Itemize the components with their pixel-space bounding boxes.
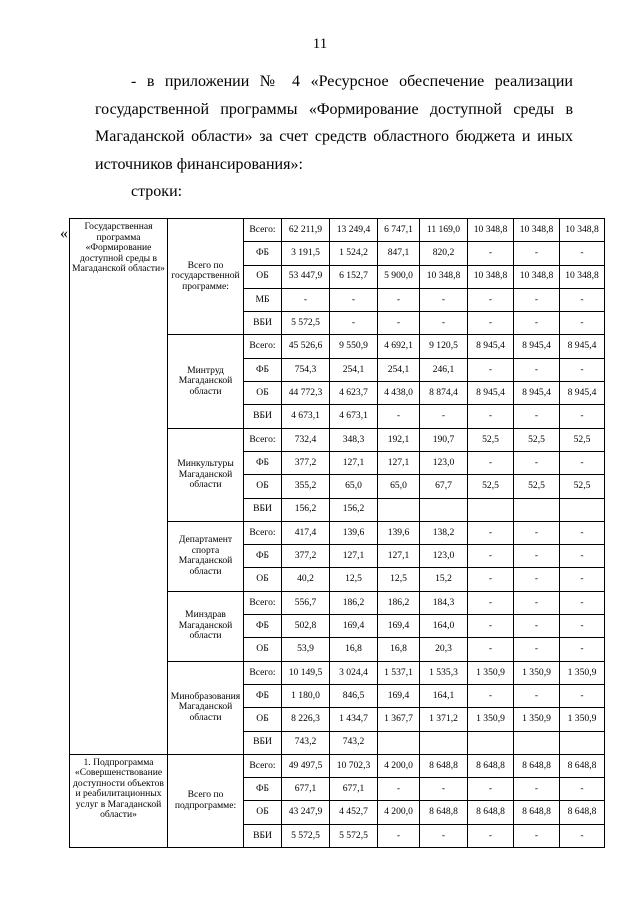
value-cell: - [560, 288, 605, 311]
value-cell: 138,2 [420, 521, 468, 544]
value-cell: - [560, 521, 605, 544]
value-cell: - [330, 312, 378, 335]
value-cell: 4 623,7 [330, 382, 378, 405]
funding-source: ВБИ [244, 312, 282, 335]
value-cell: - [420, 824, 468, 847]
value-cell: 40,2 [282, 568, 330, 591]
value-cell [420, 498, 468, 521]
subprogram-title: 1. Подпрограмма «Совершенствование доступности объектов и реабилитационных услуг в Магаданской области» [70, 754, 168, 847]
value-cell: 10 702,3 [330, 754, 378, 777]
value-cell: 52,5 [514, 428, 560, 451]
value-cell: 5 572,5 [282, 824, 330, 847]
value-cell: 3 191,5 [282, 242, 330, 265]
value-cell: - [378, 405, 420, 428]
value-cell: 1 350,9 [560, 661, 605, 684]
value-cell: 44 772,3 [282, 382, 330, 405]
value-cell: - [330, 288, 378, 311]
value-cell: - [560, 242, 605, 265]
value-cell: 5 900,0 [378, 265, 420, 288]
value-cell: 8 874,4 [420, 382, 468, 405]
value-cell: 732,4 [282, 428, 330, 451]
value-cell: - [560, 615, 605, 638]
value-cell: 1 524,2 [330, 242, 378, 265]
value-cell: 127,1 [330, 451, 378, 474]
value-cell: 1 350,9 [514, 661, 560, 684]
value-cell: - [514, 405, 560, 428]
value-cell: - [468, 242, 514, 265]
intro-line: источников финансирования»: [95, 155, 303, 173]
value-cell: 1 180,0 [282, 684, 330, 707]
value-cell: - [560, 778, 605, 801]
value-cell: 8 945,4 [560, 335, 605, 358]
value-cell: 53 447,9 [282, 265, 330, 288]
intro-line: государственной программы «Формирование доступной среды в [95, 100, 573, 118]
value-cell: 65,0 [378, 475, 420, 498]
value-cell: 4 438,0 [378, 382, 420, 405]
intro-line: - в приложении № 4 «Ресурсное обеспечение реализации [131, 73, 573, 90]
value-cell: - [514, 288, 560, 311]
value-cell: 62 211,9 [282, 219, 330, 242]
value-cell: 123,0 [420, 451, 468, 474]
value-cell: - [560, 545, 605, 568]
funding-source: ФБ [244, 451, 282, 474]
value-cell: 6 152,7 [330, 265, 378, 288]
value-cell: 820,2 [420, 242, 468, 265]
value-cell: - [468, 451, 514, 474]
funding-source: Всего: [244, 335, 282, 358]
value-cell: 8 648,8 [468, 801, 514, 824]
rows-label: строки: [131, 183, 183, 200]
executor-name: Всего по подпрограмме: [168, 754, 244, 847]
resource-table [69, 218, 605, 848]
value-cell [468, 498, 514, 521]
value-cell: - [514, 684, 560, 707]
executor-name: Всего по государственной программе: [168, 219, 244, 335]
value-cell: 377,2 [282, 545, 330, 568]
value-cell: - [468, 591, 514, 614]
value-cell: - [378, 778, 420, 801]
value-cell: 10 348,8 [420, 265, 468, 288]
value-cell: 8 945,4 [468, 335, 514, 358]
value-cell: 10 348,8 [514, 219, 560, 242]
value-cell: 127,1 [378, 451, 420, 474]
value-cell: 156,2 [282, 498, 330, 521]
value-cell: 8 945,4 [468, 382, 514, 405]
value-cell: 52,5 [514, 475, 560, 498]
value-cell [514, 731, 560, 754]
page-number: 11 [312, 36, 328, 52]
intro-line: Магаданской области» за счет средств областного бюджета и иных [95, 128, 573, 145]
value-cell: 847,1 [378, 242, 420, 265]
value-cell: 254,1 [378, 358, 420, 381]
funding-source: ВБИ [244, 498, 282, 521]
value-cell: 10 149,5 [282, 661, 330, 684]
value-cell: 186,2 [378, 591, 420, 614]
value-cell: 1 537,1 [378, 661, 420, 684]
value-cell: - [514, 521, 560, 544]
value-cell: 8 945,4 [514, 335, 560, 358]
value-cell: 15,2 [420, 568, 468, 591]
value-cell: 8 226,3 [282, 708, 330, 731]
value-cell: 53,9 [282, 638, 330, 661]
funding-source: ВБИ [244, 731, 282, 754]
program-title: Государственная программа «Формирование доступной среды в Магаданской области» [70, 219, 168, 755]
value-cell: - [468, 568, 514, 591]
value-cell: 45 526,6 [282, 335, 330, 358]
value-cell: 1 350,9 [468, 661, 514, 684]
value-cell: - [514, 451, 560, 474]
funding-source: МБ [244, 288, 282, 311]
value-cell: 8 648,8 [514, 754, 560, 777]
value-cell: 139,6 [330, 521, 378, 544]
value-cell: 743,2 [282, 731, 330, 754]
value-cell: 169,4 [378, 684, 420, 707]
value-cell [560, 731, 605, 754]
executor-name: Минкультуры Магаданской области [168, 428, 244, 521]
value-cell: 127,1 [330, 545, 378, 568]
value-cell: 754,3 [282, 358, 330, 381]
value-cell: 502,8 [282, 615, 330, 638]
value-cell: 52,5 [468, 475, 514, 498]
value-cell: - [468, 521, 514, 544]
value-cell: - [560, 568, 605, 591]
value-cell: - [468, 684, 514, 707]
value-cell: 355,2 [282, 475, 330, 498]
value-cell: - [560, 358, 605, 381]
value-cell: 8 648,8 [560, 754, 605, 777]
value-cell: 677,1 [282, 778, 330, 801]
funding-source: ОБ [244, 382, 282, 405]
funding-source: ФБ [244, 684, 282, 707]
value-cell: - [560, 591, 605, 614]
intro-paragraph [95, 68, 573, 178]
value-cell: 10 348,8 [514, 265, 560, 288]
value-cell: - [514, 568, 560, 591]
value-cell: - [514, 824, 560, 847]
value-cell: - [468, 358, 514, 381]
value-cell: 9 120,5 [420, 335, 468, 358]
value-cell: 13 249,4 [330, 219, 378, 242]
executor-name: Минтруд Магаданской области [168, 335, 244, 428]
value-cell: - [420, 405, 468, 428]
value-cell: 556,7 [282, 591, 330, 614]
value-cell: - [514, 615, 560, 638]
value-cell: - [420, 312, 468, 335]
value-cell: 169,4 [330, 615, 378, 638]
value-cell: 8 648,8 [560, 801, 605, 824]
value-cell: 4 200,0 [378, 754, 420, 777]
funding-source: ОБ [244, 801, 282, 824]
value-cell [378, 498, 420, 521]
value-cell: - [378, 824, 420, 847]
value-cell: 8 648,8 [420, 801, 468, 824]
funding-source: ВБИ [244, 824, 282, 847]
funding-source: ОБ [244, 708, 282, 731]
funding-source: ВБИ [244, 405, 282, 428]
value-cell: - [378, 312, 420, 335]
value-cell: 52,5 [560, 475, 605, 498]
funding-source: Всего: [244, 661, 282, 684]
funding-source: ФБ [244, 242, 282, 265]
value-cell: 156,2 [330, 498, 378, 521]
funding-source: ФБ [244, 615, 282, 638]
value-cell: - [514, 545, 560, 568]
value-cell [378, 731, 420, 754]
value-cell: 192,1 [378, 428, 420, 451]
value-cell: 377,2 [282, 451, 330, 474]
value-cell: 1 350,9 [560, 708, 605, 731]
value-cell: 5 572,5 [282, 312, 330, 335]
value-cell: - [514, 778, 560, 801]
value-cell: - [468, 824, 514, 847]
value-cell: 8 945,4 [560, 382, 605, 405]
value-cell: - [468, 615, 514, 638]
value-cell: 4 452,7 [330, 801, 378, 824]
value-cell: 3 024,4 [330, 661, 378, 684]
value-cell: - [514, 591, 560, 614]
value-cell [468, 731, 514, 754]
funding-source: Всего: [244, 591, 282, 614]
value-cell: 677,1 [330, 778, 378, 801]
table-row [70, 219, 605, 242]
value-cell: 6 747,1 [378, 219, 420, 242]
value-cell: 1 350,9 [514, 708, 560, 731]
value-cell: 186,2 [330, 591, 378, 614]
value-cell: 11 169,0 [420, 219, 468, 242]
value-cell: 52,5 [468, 428, 514, 451]
value-cell: - [468, 312, 514, 335]
value-cell: 139,6 [378, 521, 420, 544]
value-cell: 184,3 [420, 591, 468, 614]
value-cell: 9 550,9 [330, 335, 378, 358]
value-cell: 164,0 [420, 615, 468, 638]
value-cell: 4 200,0 [378, 801, 420, 824]
value-cell: 16,8 [330, 638, 378, 661]
value-cell: - [560, 405, 605, 428]
value-cell: 49 497,5 [282, 754, 330, 777]
value-cell: 10 348,8 [468, 265, 514, 288]
value-cell: 246,1 [420, 358, 468, 381]
value-cell: 12,5 [330, 568, 378, 591]
value-cell: 8 945,4 [514, 382, 560, 405]
value-cell: 4 673,1 [282, 405, 330, 428]
funding-source: Всего: [244, 428, 282, 451]
executor-name: Минобразования Магаданской области [168, 661, 244, 754]
value-cell: 348,3 [330, 428, 378, 451]
value-cell: 10 348,8 [468, 219, 514, 242]
value-cell: - [420, 778, 468, 801]
funding-source: Всего: [244, 521, 282, 544]
value-cell: 43 247,9 [282, 801, 330, 824]
funding-source: ФБ [244, 545, 282, 568]
funding-source: ОБ [244, 475, 282, 498]
value-cell: 743,2 [330, 731, 378, 754]
value-cell: 16,8 [378, 638, 420, 661]
value-cell: 5 572,5 [330, 824, 378, 847]
funding-source: Всего: [244, 754, 282, 777]
value-cell: - [468, 405, 514, 428]
value-cell: - [514, 312, 560, 335]
value-cell: 1 367,7 [378, 708, 420, 731]
funding-source: Всего: [244, 219, 282, 242]
value-cell: - [468, 288, 514, 311]
value-cell: 1 535,3 [420, 661, 468, 684]
value-cell: - [468, 778, 514, 801]
value-cell: 10 348,8 [560, 265, 605, 288]
value-cell: - [468, 545, 514, 568]
value-cell: 12,5 [378, 568, 420, 591]
value-cell: 123,0 [420, 545, 468, 568]
value-cell: 1 350,9 [468, 708, 514, 731]
executor-name: Департамент спорта Магаданской области [168, 521, 244, 591]
value-cell: - [560, 684, 605, 707]
value-cell: 8 648,8 [514, 801, 560, 824]
value-cell [514, 498, 560, 521]
value-cell: - [420, 288, 468, 311]
value-cell: 10 348,8 [560, 219, 605, 242]
value-cell: 4 673,1 [330, 405, 378, 428]
value-cell: - [560, 312, 605, 335]
executor-name: Минздрав Магаданской области [168, 591, 244, 661]
funding-source: ОБ [244, 265, 282, 288]
value-cell: - [514, 638, 560, 661]
value-cell: 1 371,2 [420, 708, 468, 731]
value-cell: 8 648,8 [420, 754, 468, 777]
funding-source: ФБ [244, 358, 282, 381]
funding-source: ОБ [244, 568, 282, 591]
value-cell: 846,5 [330, 684, 378, 707]
value-cell: 127,1 [378, 545, 420, 568]
value-cell: - [560, 638, 605, 661]
value-cell [560, 498, 605, 521]
value-cell: 417,4 [282, 521, 330, 544]
value-cell: 8 648,8 [468, 754, 514, 777]
table-row [70, 754, 605, 777]
value-cell [420, 731, 468, 754]
value-cell: 65,0 [330, 475, 378, 498]
value-cell: - [560, 451, 605, 474]
value-cell: - [378, 288, 420, 311]
value-cell: 254,1 [330, 358, 378, 381]
value-cell: 67,7 [420, 475, 468, 498]
value-cell: - [282, 288, 330, 311]
funding-source: ФБ [244, 778, 282, 801]
funding-source: ОБ [244, 638, 282, 661]
value-cell: - [468, 638, 514, 661]
value-cell: - [514, 358, 560, 381]
value-cell: 190,7 [420, 428, 468, 451]
value-cell: - [514, 242, 560, 265]
value-cell: 20,3 [420, 638, 468, 661]
value-cell: 169,4 [378, 615, 420, 638]
value-cell: 4 692,1 [378, 335, 420, 358]
open-quote: « [60, 225, 68, 242]
value-cell: 52,5 [560, 428, 605, 451]
value-cell: 1 434,7 [330, 708, 378, 731]
value-cell: - [560, 824, 605, 847]
value-cell: 164,1 [420, 684, 468, 707]
